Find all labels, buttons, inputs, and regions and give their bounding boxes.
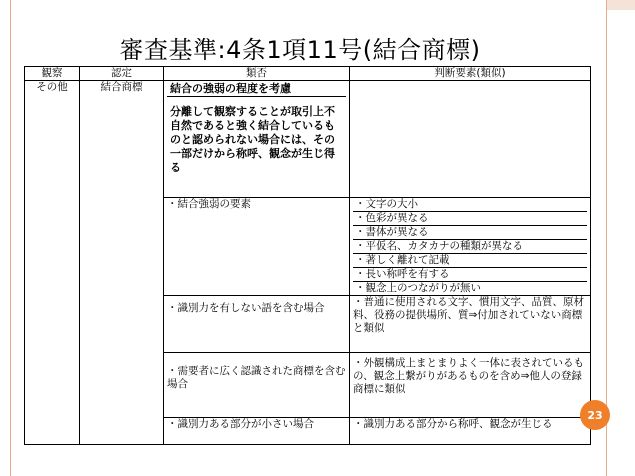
- consider-strength-heading: 結合の強弱の程度を考慮: [167, 81, 346, 97]
- cell-recognition: 結合商標: [80, 81, 164, 445]
- slide-title: 審査基準:4条1項11号(結合商標): [119, 36, 481, 64]
- slide-frame-top: [607, 0, 635, 10]
- list-item: ・書体が異なる: [353, 226, 587, 240]
- cell-small-distinctive-label: ・識別力ある部分が小さい場合: [164, 418, 350, 445]
- cell-well-known-label: ・需要者に広く認識された商標を含む場合: [164, 353, 350, 418]
- list-item: ・色彩が異なる: [353, 212, 587, 226]
- cell-small-distinctive-detail: ・識別力ある部分から称呼、観念が生じる: [350, 418, 591, 445]
- slide-frame-left: [10, 0, 11, 476]
- cell-non-distinctive-label: ・識別力を有しない語を含む場合: [164, 296, 350, 353]
- list-item: ・文字の大小: [353, 198, 587, 212]
- header-similarity: 類否: [164, 67, 350, 81]
- cell-well-known-detail: ・外観構成上まとまりよく一体に表されているもの、観念上繋がりがあるものを含め⇒他人の登録商標に類似: [350, 353, 591, 418]
- list-item: ・長い称呼を有する: [353, 268, 587, 282]
- header-recognition: 認定: [80, 67, 164, 81]
- list-item: ・平仮名、カタカナの種類が異なる: [353, 240, 587, 254]
- cell-empty-1: [350, 81, 591, 198]
- cell-non-distinctive-detail: ・普通に使用される文字、慣用文字、品質、原材料、役務の提供場所、質⇒付加されていない商標と類似: [350, 296, 591, 353]
- table-row: [25, 81, 591, 198]
- criteria-table: [24, 66, 591, 445]
- list-item: ・著しく離れて記載: [353, 254, 587, 268]
- table-header-row: [25, 67, 591, 81]
- cell-observation: その他: [25, 81, 80, 445]
- header-observation: 観察: [25, 67, 80, 81]
- page-number-badge: 23: [580, 400, 610, 430]
- cell-strength-factors-label: ・結合強弱の要素: [164, 198, 350, 296]
- cell-consider-strength: [164, 81, 350, 198]
- cell-strength-factors-list: [350, 198, 591, 296]
- list-item: ・観念上のつながりが無い: [355, 282, 481, 294]
- separation-rule-text: 分離して観察することが取引上不自然であると強く結合しているものと認められない場合には、その一部だけから称呼、観念が生じ得る: [170, 105, 335, 174]
- header-judgment-factors: 判断要素(類似): [350, 67, 591, 81]
